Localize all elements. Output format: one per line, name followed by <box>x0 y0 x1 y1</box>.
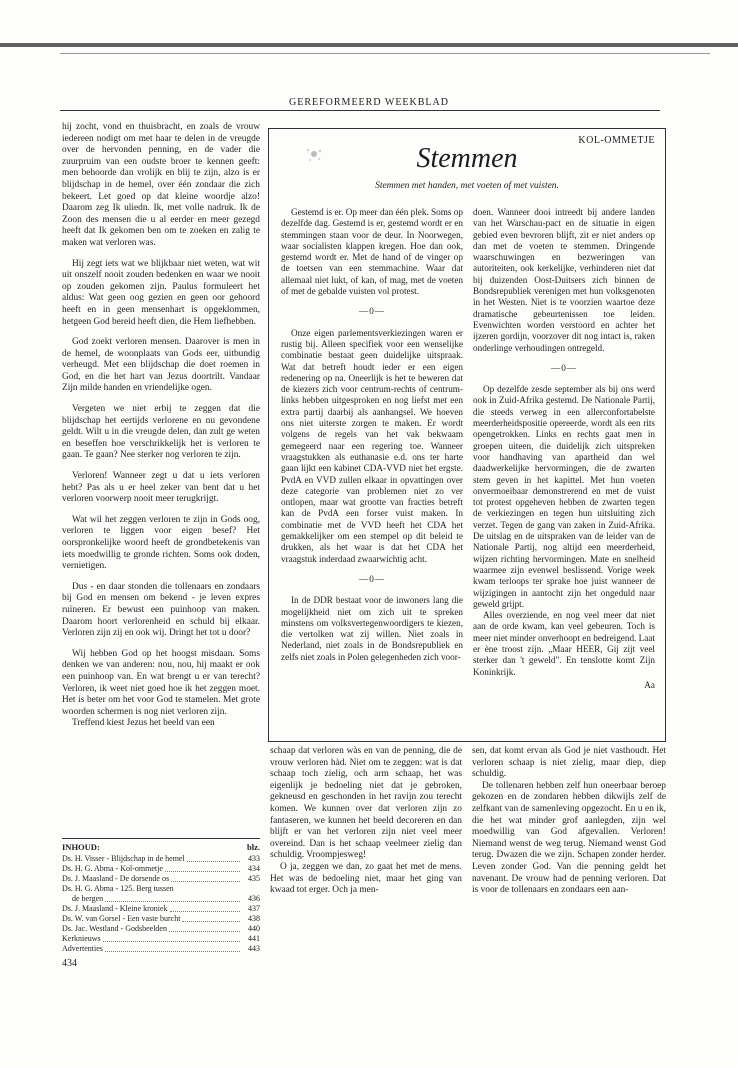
table-of-contents <box>62 838 260 954</box>
author-signature: Aa <box>644 679 655 690</box>
paragraph: Op dezelfde zesde september als bij ons werd ook in Zuid-Afrika gestemd. De Nationale Partij, die steeds verweg in een allerconfortabelste meerderheidspositie opereerde, wordt als een rits opengetrokken. Links en rechts gaat men in groepen uiteen, die duidelijk zich uitspreken voor handhaving van apartheid dan wel daadwerkelijke hervormingen, die de zwarten stem geven in het kapittel. Met hun voeten onvermoeibaar demonstrerend en met de vuist tot protest opgeheven hebben de zwarten tegen de verkiezingen en tegen hun uitsluiting zich verzet. Tegen de gang van zaken in Zuid-Afrika. De uitslag en de uitspraken van de leider van de Nationale Partij, nog altijd een meerderheid, wijzen richting hervormingen. Mate en snelheid waarmee zijn evenwel beslissend. Vorige week kwam terloops ter sprake hoe juist wanneer de wijzigingen in aantocht zijn het ongeduld naar geweld grijpt. <box>473 384 655 609</box>
toc-rule <box>62 838 260 839</box>
toc-entry-page: 434 <box>248 864 260 873</box>
paragraph: In de DDR bestaat voor de inwoners lang die mogelijkheid niet om zich uit te spreken minstens om volksvertegenwoordigers te kiezen, die vertolken wat zij willen. Niet zoals in Nederland, niet zoals in de Bondsrepubliek en zelfs niet zoals in Polen gelegenheden zich voor- <box>281 595 463 662</box>
paragraph: Hij zegt iets wat we blijkbaar niet weten, wat wit uit onszelf nooit zouden bedenken en waar we nooit op zouden gekomen zijn. Paulus formuleert het aldus: Wat geen oog gezien en geen oor gehoord heeft en in geen mensenhart is opgeklommen, hetgeen God bereid heeft dien, die Hem liefhebben. <box>62 258 260 327</box>
toc-entry-page: 440 <box>248 924 260 933</box>
page-number: 434 <box>62 958 77 969</box>
toc-entry-title: Ds. J. Maasland - Kleine kroniek <box>62 904 168 913</box>
toc-entry-title: de bergen <box>72 894 104 903</box>
toc-entry <box>62 924 260 934</box>
paragraph: sen, dat komt ervan als God je niet vasthoudt. Het verloren schaap is niet zielig, maar diep, diep schuldig. <box>472 746 666 780</box>
paragraph: Wat wil het zeggen verloren te zijn in Gods oog, verloren te liggen voor eigen besef? Het oorspronkelijke woord heeft de grondbetekenis van iets moedwillig te gronde richten. Soms ook doden, vernietigen. <box>62 514 260 572</box>
article-subtitle: Stemmen met handen, met voeten of met vuisten. <box>375 181 559 191</box>
toc-entry-title: Ds. H. Visser - Blijdschap in de hemel <box>62 854 185 863</box>
scan-faint-line <box>60 53 710 54</box>
paragraph: Vergeten we niet erbij te zeggen dat die blijdschap het eertijds verlorene en nu gevondene geldt. Wilt u in die vreugde delen, dan zult ge weten en beseffen hoe verschrikkelijk het is verloren te gaan. Te gaan? Nee sterker nog verloren te zijn. <box>62 404 260 461</box>
toc-page-label: blz. <box>247 842 260 852</box>
paragraph: De tollenaren hebben zelf hun oneerbaar beroep gekozen en de zondaren hebben dikwijls zelf de zelfkant van de samenleving opgezocht. En u en ik, die het wat minder grof aanlegden, zijn wel moedwillig van God afgevallen. Verloren! Niemand wenst de weg terug. Niemand wenst God terug. Dwazen die we zijn. Schapen zonder herder. Leven zonder God. Van die penning geldt het navenant. De vrouw had de penning verloren. Dat is voor de tollenaars en zondaars een aan- <box>472 780 666 896</box>
toc-entry <box>62 934 260 944</box>
paragraph: Wij hebben God op het hoogst misdaan. Soms denken we van anderen: nou, nou, hij maakt er ook een puinhoop van. En wat brengt u er van terecht? Verloren, ik weet niet goed hoe ik het zeggen moet. Het is beter om het voor God te stamelen. Met grote woorden schermen is nog niet verloren zijn. <box>62 648 260 717</box>
toc-entry <box>62 864 260 874</box>
meditation-continued-middle <box>270 746 462 906</box>
article-title: Stemmen <box>416 143 518 174</box>
toc-entry <box>62 854 260 864</box>
toc-entry <box>62 884 260 894</box>
toc-header <box>62 842 260 852</box>
paragraph: Gestemd is er. Op meer dan één plek. Soms op dezelfde dag. Gestemd is er, gestemd wordt er en stemmingen staan voor de deur. In Noorwegen, waar socialisten klappen kregen. Hoe dan ook, gestemd wordt er. Met de hand of de vinger op de toetsen van een stemmachine. Waar dat allemaal niet lukt, of kan, of mag, met de voeten of met de gebalde vuisten vol protest. <box>281 207 463 297</box>
toc-entry-page: 437 <box>248 904 260 913</box>
paragraph: O ja, zeggen we dan, zo gaat het met de mens. Het was de bedoeling niet, maar het ging van kwaad tot erger. Och ja men- <box>270 861 462 896</box>
section-divider: —0— <box>359 306 385 317</box>
toc-entry-title: Kerknieuws <box>62 934 101 943</box>
box-left-column <box>281 207 463 672</box>
meditation-continued-right <box>472 746 666 906</box>
journal-header: GEREFORMEERD WEEKBLAD <box>289 97 449 108</box>
toc-entry-page: 438 <box>248 914 260 923</box>
toc-entry-title: Ds. H. G. Abma - 125. Berg tussen <box>62 884 174 893</box>
paragraph: Onze eigen parlementsverkiezingen waren er rustig bij. Alleen specifiek voor een wenselijke combinatie bestaat geen duidelijke uitspraak. Wat dat betreft houdt ieder er een eigen redenering op na. Oneerlijk is het te beweren dat de kiezers zich voor centrum-rechts of centrum-links hebben uitgesproken en nog liefst met een extra partij daarbij als aanhangsel. We hoeven ons niet uiterste zorgen te maken. Er wordt volgens de regels van het vak bekwaam gemegeerd naar een regering toe. Wanneer vraagstukken als euthanasie e.d. ons ter harte gaan lijkt een kabinet CDA-VVD niet het ergste. PvdA en VVD zullen elkaar in opvattingen over deze categorie van problemen niet zo ver ontlopen, maar wat grootte van fracties betreft kan de PvdA een forser vuist maken. In combinatie met de VVD heeft het CDA het gemakkelijker om een stempel op dit beleid te drukken, als het waar is dat het CDA het vraagstuk inderdaad zwaarwichtig acht. <box>281 327 463 564</box>
scan-edge-line <box>0 43 738 47</box>
section-divider: —0— <box>551 362 577 373</box>
paragraph: Verloren! Wanneer zegt u dat u iets verloren hebt? Pas als u er heel zeker van bent dat u het verloren voorwerp nooit meer terugkrijgt. <box>62 471 260 505</box>
toc-entry-page: 441 <box>248 934 260 943</box>
section-divider: —0— <box>359 573 385 584</box>
box-right-column <box>473 207 655 691</box>
toc-entry-title: Ds. Jac. Westland - Godsbeelden <box>62 924 167 933</box>
header-rule <box>60 110 660 111</box>
toc-entry-title: Ds. J. Maasland - De dorsende os <box>62 874 170 883</box>
paragraph: Dus - en daar stonden die tollenaars en zondaars bij God en mensen om bekend - je leven expres ruïneren. Er bewust een puinhoop van maken. Daarom hoort verlorenheid en schuld bij elkaar. Verloren zijn zij en ook wij. Dringt het tot u door? <box>62 581 260 639</box>
kol-ommetje-box <box>268 128 666 742</box>
toc-entry <box>62 944 260 954</box>
toc-entry-page: 435 <box>248 874 260 883</box>
toc-entry-page: 436 <box>248 894 260 903</box>
toc-entry <box>62 894 260 904</box>
meditation-column <box>62 122 260 739</box>
paragraph: Alles overziende, en nog veel meer dat niet aan de orde kwam, kan veel gebeuren. Toch is meer niet minder onverhoopt en bedreigend. Laat er ène troost zijn. „Maar HEER, Gij zijt veel sterker dan 't geweld". En tenslotte komt Zijn Koninkrijk. <box>473 610 655 677</box>
paragraph: God zoekt verloren mensen. Daarover is men in de hemel, de woonplaats van Gods eer, uitbundig verheugd. Met een blijdschap die doet roemen in God, en die het hart van Jezus doortrilt. Vandaar Zijn milde handen en vriendelijke ogen. <box>62 337 260 394</box>
toc-title: INHOUD: <box>62 842 100 852</box>
toc-entry-title: Advertenties <box>62 944 103 953</box>
toc-entry <box>62 874 260 884</box>
toc-entry-page: 433 <box>248 854 260 863</box>
toc-entry <box>62 914 260 924</box>
toc-entry-title: Ds. W. van Gorsel - Een vaste burcht <box>62 914 181 923</box>
toc-entry-page: 443 <box>248 944 260 953</box>
column-label: KOL-OMMETJE <box>578 135 655 146</box>
paragraph: doen. Wanneer dooi intreedt bij andere landen van het Warschau-pact en de situatie in eigen gebied even bevroren blijft, zit er niet anders op dan met de voeten te stemmen. Dringende waarschuwingen en bezweringen van autoriteiten, ook kerkelijke, verhinderen niet dat bij duizenden Oost-Duitsers zich binnen de Bondsrepubliek verenigen met hun volksgenoten in het Westen. Niet is te voorzien waartoe deze dramatische gebeurtenissen toe leiden. Evenwichten worden verstoord en achter het ijzeren gordijn, voorzover dit nog intact is, raken onderlinge verhoudingen ontregeld. <box>473 207 655 353</box>
paragraph: Treffend kiest Jezus het beeld van een <box>72 718 215 729</box>
paragraph: hij zocht, vond en thuisbracht, en zoals de vrouw iedereen nodigt om met haar te delen in de vreugde over de hervonden penning, en de vader die zuurpruim van een oudste broer te kennen geeft: men behoorde dan vrolijk en blij te zijn, alzo is er blijdschap in de hemel, over één zondaar die zich bekeert. Let goed op dat kleine woordje alzo! Daarom zeg Ik uliedn. Ik, met volle nadruk. Ik de Zoon des mensen die u al eerder en meer gezegd heeft dat Ik gekomen ben om te zoeken en zalig te maken wat verloren was. <box>62 122 260 248</box>
toc-entry <box>62 904 260 914</box>
toc-entry-title: Ds. H. G. Abma - Kol-ommetje <box>62 864 163 873</box>
paragraph: schaap dat verloren wàs en van de penning, die de vrouw verloren hàd. Niet om te zeggen: wat is dat schaap toch zielig, och arm schaap, het was eigenlijk je bedoeling niet dat je gebroken, gekneusd en geschonden in het ravijn zou terecht komen. We kunnen over dat verloren zijn zo fantaseren, we kunnen het beeld decoreren en dan blijft er van het verloren zijn niet veel meer overeind. Dan is het schaap veelmeer zielig dan schuldig. Vroompjesweg! <box>270 746 462 861</box>
